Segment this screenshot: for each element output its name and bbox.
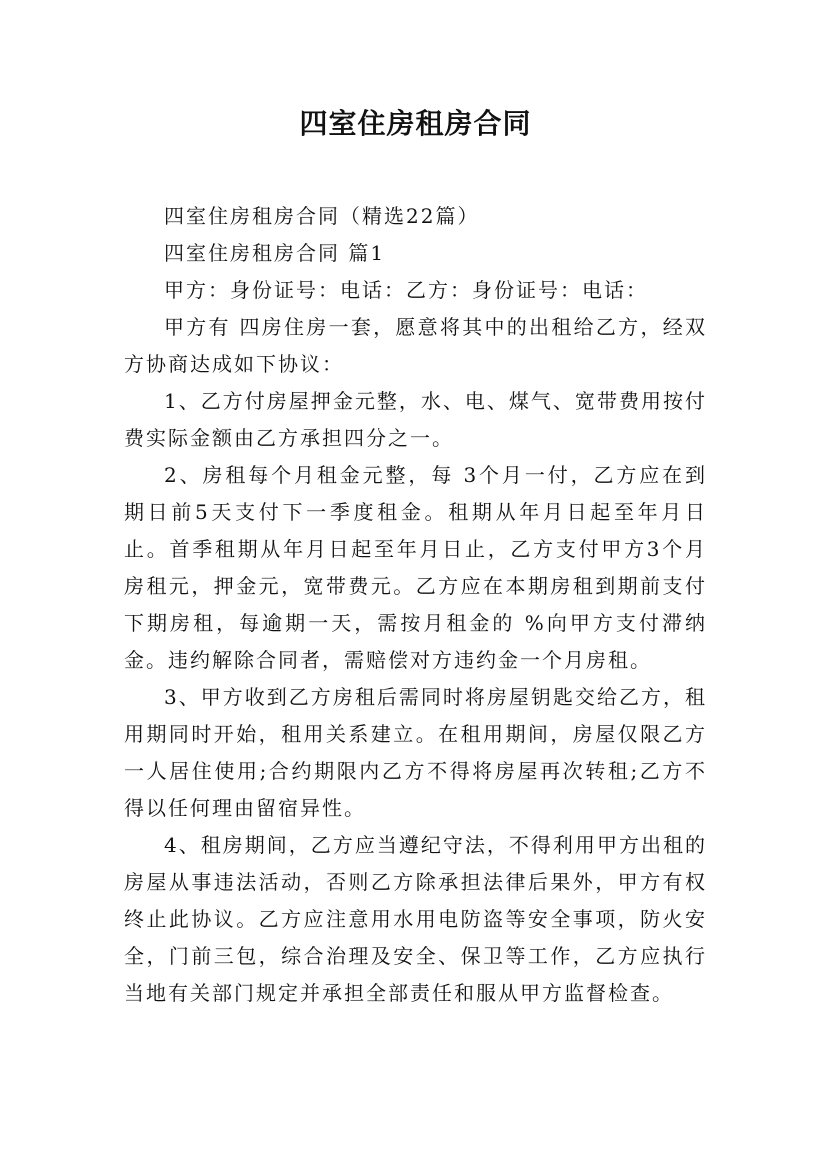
paragraph-clause-1: 1、乙方付房屋押金元整，水、电、煤气、宽带费用按付费实际金额由乙方承担四分之一。 bbox=[124, 389, 707, 450]
paragraph-section-heading: 四室住房租房合同 篇1 bbox=[164, 241, 386, 265]
document-title: 四室住房租房合同 bbox=[299, 107, 532, 140]
paragraph-clause-4: 4、租房期间，乙方应当遵纪守法，不得利用甲方出租的房屋从事违法活动，否则乙方除承担法律后果外，甲方有权终止此协议。乙方应注意用水用电防盗等安全事项，防火安全，门前三包，综合治理及安全、保卫等工作，乙方应执行当地有关部门规定并承担全部责任和服从甲方监督检查。 bbox=[124, 833, 707, 1005]
paragraph-parties: 甲方：身份证号：电话：乙方：身份证号：电话： bbox=[164, 278, 648, 302]
paragraph-intro: 甲方有 四房住房一套，愿意将其中的出租给乙方，经双方协商达成如下协议： bbox=[124, 315, 707, 376]
paragraph-clause-2: 2、房租每个月租金元整，每 3个月一付，乙方应在到期日前5天支付下一季度租金。租期从年月日起至年月日止。首季租期从年月日起至年月日止，乙方支付甲方3个月房租元，押金元，宽带费元。乙方应在本期房租到期前支付下期房租，每逾期一天，需按月租金的 %向甲方支付滞纳金。违约解除合同者，需赔偿对方违约金一个月房租。 bbox=[124, 463, 707, 672]
paragraph-subtitle: 四室住房租房合同（精选22篇） bbox=[164, 204, 480, 228]
document-body bbox=[124, 198, 707, 1012]
paragraph-clause-3: 3、甲方收到乙方房租后需同时将房屋钥匙交给乙方，租用期同时开始，租用关系建立。在租用期间，房屋仅限乙方一人居住使用;合约期限内乙方不得将房屋再次转租;乙方不得以任何理由留宿异性。 bbox=[124, 685, 707, 820]
